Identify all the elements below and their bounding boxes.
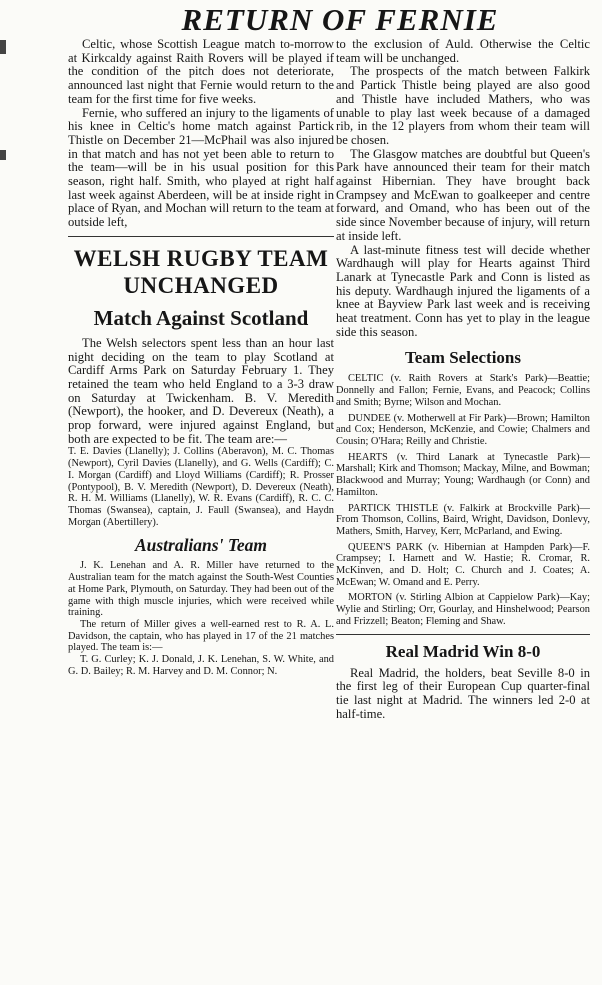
team-selection: QUEEN'S PARK (v. Hibernian at Hampden Park)—F. Crampsey; I. Harnett and W. Hastie; R. Cromar, R. McKinven, and D. Holt; C. Church and J. Coates; A. McEwan; W. Omand and E. Perry.: [336, 541, 590, 588]
article-paragraph: J. K. Lenehan and A. R. Miller have returned to the Australian team for the match against the South-West Counties at Home Park, Plymouth, on Saturday. They had been out of the game with thigh muscle injuries, which were received while training.: [68, 560, 334, 619]
article-paragraph: Celtic, whose Scottish League match to-morrow at Kirkcaldy against Raith Rovers will be played if the condition of the pitch does not deteriorate, announced last night that Fernie would return to the team for the first time for five weeks.: [68, 38, 334, 106]
article-paragraph: The Welsh selectors spent less than an hour last night deciding on the team to play Scotland at Cardiff Arms Park on Saturday February 1. They retained the team who held England to a 3-3 draw on Saturday at Twickenham. B. V. Meredith (Newport), the hooker, and D. Devereux (Neath), a prop forward, were injured against England, but both are expected to be fit. The team are:—: [68, 335, 334, 446]
article-paragraph: A last-minute fitness test will decide whether Wardhaugh will play for Hearts against Third Lanark at Tynecastle Park and Conn is listed as his deputy. Wardhaugh injured the ligaments of a knee at Bayview Park last week and is receiving heat treatment. Conn has yet to play in the league side this season.: [336, 242, 590, 339]
heading-line: WELSH RUGBY TEAM: [73, 245, 329, 271]
left-column: [68, 38, 334, 985]
heading-line: UNCHANGED: [123, 272, 279, 298]
article-paragraph: The return of Miller gives a well-earned rest to R. A. L. Davidson, the captain, who has played in 17 of the 21 matches played. The team is:—: [68, 618, 334, 654]
section-subheading: Match Against Scotland: [93, 305, 309, 330]
left-edge-artifact: [0, 40, 6, 54]
team-selection: MORTON (v. Stirling Albion at Cappielow Park)—Kay; Wylie and Stirling; Orr, Gourlay, and Hinshelwood; Pearson and Frizzell; Beaton; Fleming and Shaw.: [336, 592, 590, 627]
section-heading: Real Madrid Win 8-0: [385, 641, 541, 661]
team-selection: PARTICK THISTLE (v. Falkirk at Brockville Park)—From Thomson, Collins, Baird, Wright, Davidson, Donlevy, Mathers, Smith, Harvey, Kerr, McParland, and Ewing.: [336, 502, 590, 537]
article-paragraph: Fernie, who suffered an injury to the ligaments of his knee in Celtic's home match against Partick Thistle on December 21—McPhail was also injured in that match and has not yet been able to return to the team—will be in his usual position for this season, right half. Smith, who played at right half last week against Aberdeen, will be at inside right in place of Ryan, and Mochan will return to the team at outside left,: [68, 105, 334, 230]
headline: RETURN OF FERNIE: [181, 2, 499, 37]
left-edge-artifact: [0, 150, 6, 160]
section-divider: [68, 236, 334, 237]
team-selection: HEARTS (v. Third Lanark at Tynecastle Park)—Marshall; Kirk and Thomson; Mackay, Milne, and Bowman; Blackwood and Murray; Young; Wardhaugh (or Conn) and Hamilton.: [336, 451, 590, 498]
team-list: T. E. Davies (Llanelly); J. Collins (Aberavon), M. C. Thomas (Newport), Cyril Davies (Llanelly), and G. Wells (Cardiff); C. I. Morgan (Cardiff) and Lloyd Williams (Cardiff); R. Prosser (Pontypool), B. V. Meredith (Newport), D. Devereux (Neath), R. H. M. Williams (Llanelly), W. R. Evans (Cardiff), R. C. C. Thomas (Swansea), captain, J. Faull (Swansea), and Haydn Morgan (Abertillery).: [68, 446, 334, 528]
article-paragraph: The prospects of the match between Falkirk and Partick Thistle being played are also good and Thistle have included Mathers, who was unable to play last week because of a damaged rib, in the 12 players from whom their team will be chosen.: [336, 64, 590, 147]
article-paragraph: to the exclusion of Auld. Otherwise the Celtic team will be unchanged.: [336, 38, 590, 65]
article-paragraph: Real Madrid, the holders, beat Seville 8-0 in the first leg of their European Cup quarter-final tie last night at Madrid. The winners led 2-0 at half-time.: [336, 665, 590, 721]
team-list: T. G. Curley; K. J. Donald, J. K. Lenehan, S. W. White, and G. D. Bailey; R. M. Harvey and D. M. Connor; N.: [68, 654, 334, 677]
right-column: [336, 38, 590, 985]
section-heading: [68, 245, 334, 299]
section-divider: [336, 634, 590, 635]
team-selection: DUNDEE (v. Motherwell at Fir Park)—Brown; Hamilton and Cox; Henderson, McKenzie, and Cowie; Chalmers and Cousin; O'Hara; Reilly and Christie.: [336, 412, 590, 447]
article-paragraph: The Glasgow matches are doubtful but Queen's Park have announced their team for their match against Hibernian. They have brought back Crampsey and McEwan to goalkeeper and centre forward, and Omand, who has been out of the side since November because of injury, will return at inside left.: [336, 146, 590, 243]
team-selection: CELTIC (v. Raith Rovers at Stark's Park)—Beattie; Donnelly and Fallon; Fernie, Evans, and Peacock; Collins and Smith; Byrne; Wilson and Mochan.: [336, 373, 590, 408]
section-heading: Team Selections: [404, 348, 521, 368]
section-heading: Australians' Team: [134, 535, 268, 556]
